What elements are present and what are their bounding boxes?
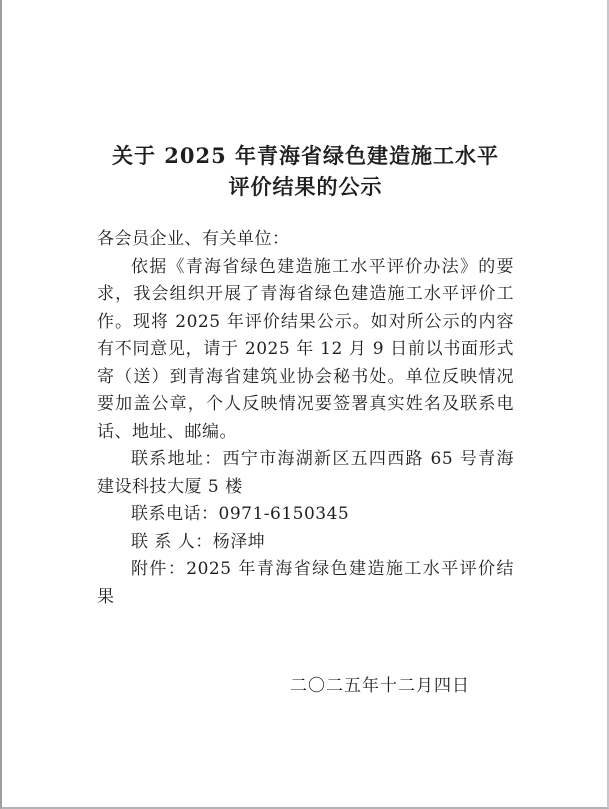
main-paragraph: 依据《青海省绿色建造施工水平评价办法》的要求，我会组织开展了青海省绿色建造施工水平评价工作。现将 2025 年评价结果公示。如对所公示的内容有不同意见，请于 2025 年 12 月 9 日前以书面形式寄（送）到青海省建筑业协会秘书处。单位反映情况要加盖公章，个人反映情况要签署真实姓名及联系电话、地址、邮编。	[97, 256, 514, 442]
document-title-line-1: 关于 2025 年青海省绿色建造施工水平	[111, 143, 500, 168]
document-content	[2, 0, 607, 701]
document-title	[97, 140, 514, 202]
contact-person-line: 联 系 人：杨泽坤	[131, 531, 266, 552]
document-date: 二〇二五年十二月四日	[290, 676, 470, 696]
document-title-line-2: 评价结果的公示	[228, 174, 383, 199]
contact-phone-line: 联系电话：0971-6150345	[131, 504, 350, 524]
contact-address-line: 联系地址：西宁市海湖新区五四西路 65 号青海建设科技大厦 5 楼	[97, 449, 514, 497]
salutation-line: 各会员企业、有关单位：	[97, 229, 290, 249]
attachment-line: 附件：2025 年青海省绿色建造施工水平评价结果	[97, 559, 514, 607]
document-body	[97, 226, 514, 701]
